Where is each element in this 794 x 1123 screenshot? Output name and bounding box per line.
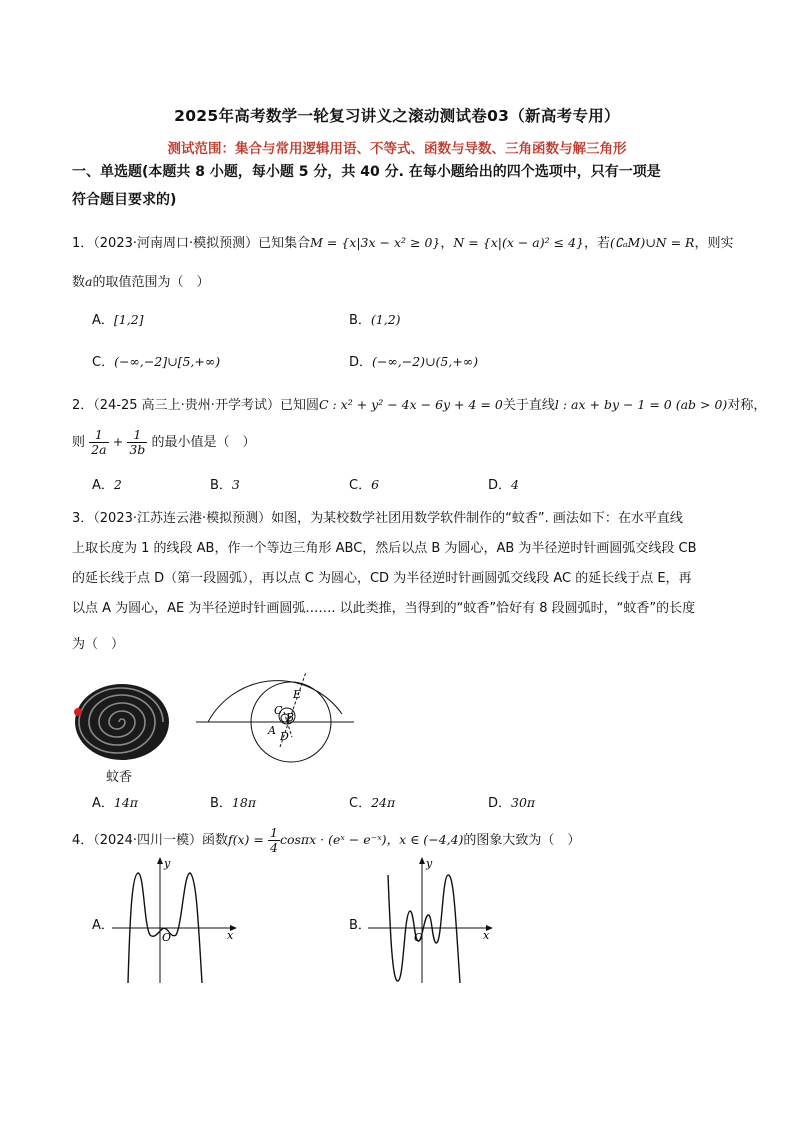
q2-option-a[interactable]: A．2 bbox=[92, 477, 122, 493]
q1-option-d[interactable]: D．(−∞,−2)∪(5,+∞) bbox=[349, 354, 479, 370]
q3-stem-line-3: 的延长线于点 D（第一段圆弧），再以点 C 为圆心，CD 为半径逆时针画圆弧交线段 AC 的延长线于点 E，再 bbox=[72, 571, 692, 586]
label-c: C bbox=[274, 704, 283, 717]
q2-option-c[interactable]: C．6 bbox=[349, 477, 380, 493]
q1-set-n: N = {x|(x − a)² ≤ 4} bbox=[453, 235, 584, 250]
q2-fraction-1: $\frac{1}{2a}$ bbox=[91, 427, 107, 457]
q3-option-b[interactable]: B．18π bbox=[210, 795, 257, 811]
q3-stem-line-1: 3．（2023·江苏连云港·模拟预测）如图，为某校数学社团用数学软件制作的“蚊香”. 画法如下：在水平直线 bbox=[72, 511, 683, 526]
mosquito-coil-caption: 蚊香 bbox=[106, 770, 133, 785]
q1-option-b[interactable]: B．(1,2) bbox=[349, 312, 401, 328]
q3-stem-line-2: 上取长度为 1 的线段 AB，作一个等边三角形 ABC，然后以点 B 为圆心，AB 为半径逆时针画圆弧交线段 CB bbox=[72, 541, 697, 556]
q3-stem-line-4: 以点 A 为圆心，AE 为半径逆时针画圆弧……. 以此类推，当得到的“蚊香”恰好有 8 段圆弧时，“蚊香”的长度 bbox=[72, 601, 696, 616]
q4-option-a[interactable]: A． bbox=[92, 918, 114, 933]
section-line-1: 一、单选题(本题共 8 小题，每小题 5 分，共 40 分. 在每小题给出的四个选项中，只有一项是 bbox=[72, 164, 661, 180]
q1-option-a[interactable]: A．[1,2] bbox=[92, 312, 144, 328]
q1-stem-line-2: 数a的取值范围为（ ） bbox=[72, 274, 210, 290]
spiral-construction-diagram bbox=[196, 652, 356, 772]
q2-circle-equation: C : x² + y² − 4x − 6y + 4 = 0 bbox=[318, 397, 503, 412]
section-line-2: 符合题目要求的) bbox=[72, 192, 177, 208]
label-d: D bbox=[280, 730, 289, 743]
q3-option-a[interactable]: A．14π bbox=[92, 795, 139, 811]
page-title: 2025年高考数学一轮复习讲义之滚动测试卷03（新高考专用） bbox=[174, 107, 620, 125]
q3-option-c[interactable]: C．24π bbox=[349, 795, 396, 811]
svg-text:O: O bbox=[162, 931, 172, 944]
q1-set-m: M = {x|3x − x² ≥ 0} bbox=[310, 235, 441, 250]
q2-stem-line-2: 则 $\frac{1}{2a}$ + $\frac{1}{3b}$ 的最小值是（ ） bbox=[72, 427, 256, 457]
q1-condition: (∁ₐM)∪N = R bbox=[610, 235, 695, 250]
mosquito-coil-image bbox=[72, 680, 172, 764]
svg-text:x: x bbox=[483, 929, 490, 942]
q2-option-b[interactable]: B．3 bbox=[210, 477, 240, 493]
label-a: A bbox=[268, 724, 276, 737]
q3-stem-line-5: 为（ ） bbox=[72, 637, 125, 652]
section-heading bbox=[72, 158, 732, 214]
q1-option-c[interactable]: C．(−∞,−2]∪[5,+∞) bbox=[92, 354, 221, 370]
q2-stem-line-1: 2．（24-25 高三上·贵州·开学考试）已知圆C : x² + y² − 4x − 6y + 4 = 0关于直线l : ax + by − 1 = 0 (ab > 0)对称， bbox=[72, 397, 767, 413]
label-b: B bbox=[286, 711, 295, 724]
q2-line-equation: l : ax + by − 1 = 0 (ab > 0) bbox=[554, 397, 728, 412]
q4-fraction: $\frac{1}{4}$ bbox=[270, 825, 278, 855]
q2-option-d[interactable]: D．4 bbox=[488, 477, 519, 493]
q4-graph-a bbox=[112, 855, 242, 985]
q4-expression: cosπx · (eˣ − e⁻ˣ) bbox=[279, 832, 387, 847]
label-e: E bbox=[293, 688, 302, 701]
svg-text:y: y bbox=[164, 857, 171, 870]
svg-text:O: O bbox=[414, 931, 424, 944]
q4-graph-b bbox=[368, 855, 498, 985]
q3-option-d[interactable]: D．30π bbox=[488, 795, 536, 811]
q4-stem-line-1: 4．（2024·四川一模）函数f(x) = $\frac{1}{4}$ cosπx · (eˣ − e⁻ˣ)，x ∈ (−4,4)的图象大致为（ ） bbox=[72, 825, 581, 855]
svg-text:x: x bbox=[227, 929, 234, 942]
test-scope: 测试范围：集合与常用逻辑用语、不等式、函数与导数、三角函数与解三角形 bbox=[167, 141, 627, 157]
q1-stem-line-1: 1．（2023·河南周口·模拟预测）已知集合M = {x|3x − x² ≥ 0}，N = {x|(x − a)² ≤ 4}，若(∁ₐM)∪N = R，则实 bbox=[72, 235, 734, 251]
svg-text:y: y bbox=[426, 857, 433, 870]
q4-option-b[interactable]: B． bbox=[349, 918, 371, 933]
q2-fraction-2: $\frac{1}{3b}$ bbox=[129, 427, 146, 457]
